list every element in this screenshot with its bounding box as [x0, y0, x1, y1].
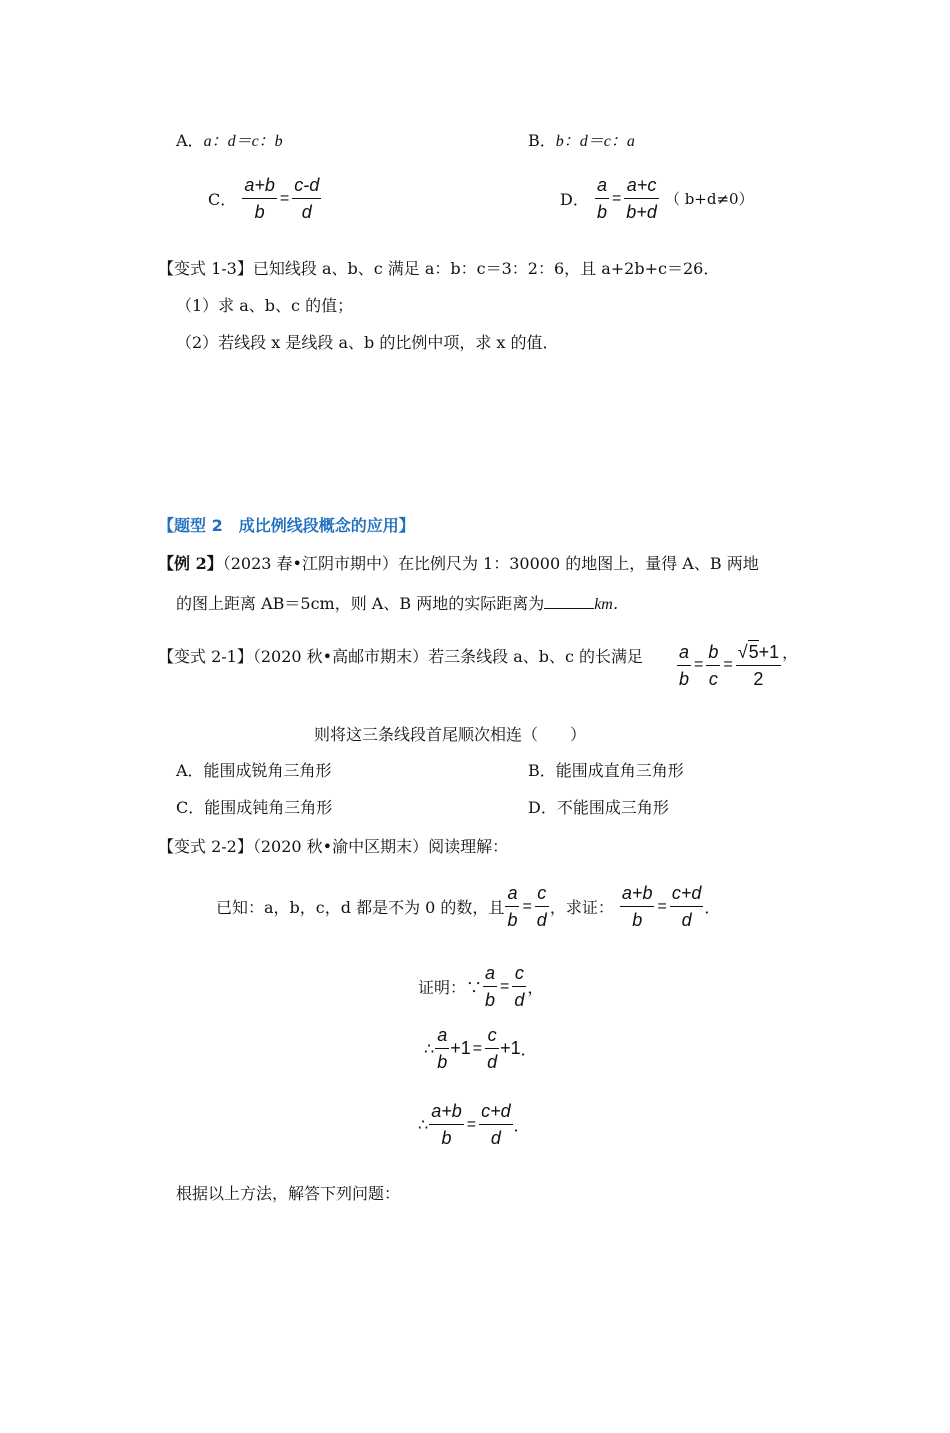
fraction-apb-over-b: $\frac{a+b}{b}$ — [621, 883, 653, 930]
variant-2-1-stem: 【变式 2-1】（2020 秋•高邮市期末）若三条线段 a、b、c 的长满足 — [158, 647, 644, 666]
option-c-fraction-right: $\frac{c-d}{d}$ — [294, 175, 320, 222]
option-d-condition: （ b+d≠0） — [664, 190, 754, 208]
fraction-c-over-d: $\frac{c}{d}$ — [487, 1025, 498, 1072]
equals-sign: = — [472, 1039, 483, 1057]
therefore-icon: ∴ — [418, 1115, 429, 1134]
equals-sign: = — [723, 656, 733, 673]
equals-sign: = — [522, 897, 532, 915]
fraction-cpd-over-d: $\frac{c+d}{d}$ — [671, 883, 702, 930]
therefore-icon: ∴ — [424, 1039, 435, 1058]
variant-tag: 【变式 1-3】 — [158, 259, 253, 278]
fraction-cpd-over-d: $\frac{c+d}{d}$ — [481, 1101, 511, 1148]
option-b: B．b：d＝c：a — [528, 131, 635, 150]
example-2-line-2: 的图上距离 AB＝5cm，则 A、B 两地的实际距离为 km． — [176, 594, 629, 613]
fraction-b-over-c: $\frac{b}{c}$ — [708, 641, 719, 689]
option-a: A．a：d＝c：b — [176, 131, 283, 150]
option-d-fraction-right: $\frac{a+c}{b+d}$ — [626, 175, 657, 222]
variant-2-2-given: 已知：a，b，c，d 都是不为 0 的数，且 $\frac{a}{b}$ = $\frac{c}{d}$ ，求证： $\frac{a+b}{b}$ = $\frac{c+d}{d}$ ． — [216, 883, 721, 930]
option-c-fraction-left: $\frac{a+b}{b}$ — [244, 175, 275, 222]
equals-sign: = — [279, 189, 290, 207]
variant-tag: 【变式 2-2】 — [158, 837, 253, 856]
fraction-c-over-d: $\frac{c}{d}$ — [514, 963, 525, 1010]
variant-1-3-question-1: （1）求 a、b、c 的值； — [176, 296, 354, 315]
variant-1-3-stem: 【变式 1-3】已知线段 a、b、c 满足 a：b：c＝3：2：6，且 a+2b+c＝26． — [158, 259, 720, 278]
example-tag: 【例 2】 — [158, 554, 223, 573]
fraction-golden-ratio: $\frac{√5+1}{2}$ — [737, 642, 780, 689]
option-d: D． $\frac{a}{b}$ = $\frac{a+c}{b+d}$ （ b+d≠0） — [560, 175, 754, 222]
equals-sign: = — [611, 189, 622, 207]
fraction-a-over-b: $\frac{a}{b}$ — [507, 883, 518, 930]
sqrt-icon: √ — [737, 642, 748, 662]
fraction-apb-over-b: $\frac{a+b}{b}$ — [431, 1101, 462, 1148]
closing-instruction: 根据以上方法，解答下列问题： — [176, 1184, 401, 1203]
fraction-a-over-b: $\frac{a}{b}$ — [485, 963, 496, 1010]
equals-sign: = — [657, 897, 667, 915]
equals-sign: = — [500, 977, 510, 995]
option-d-fraction-left: $\frac{a}{b}$ — [596, 175, 607, 222]
variant-2-1-ratio-formula: $\frac{a}{b}$ = $\frac{b}{c}$ = $\frac{√5+1}{2}$ ， — [679, 641, 799, 689]
variant-2-2-stem: 【变式 2-2】（2020 秋•渝中区期末）阅读理解： — [158, 837, 509, 856]
variant-2-1-option-b[interactable]: B．能围成直角三角形 — [528, 761, 684, 780]
proof-line-3: ∴ $\frac{a+b}{b}$ = $\frac{c+d}{d}$ ． — [418, 1101, 530, 1148]
fraction-a-over-b: $\frac{a}{b}$ — [437, 1025, 448, 1072]
variant-tag: 【变式 2-1】 — [158, 647, 253, 666]
example-2-line-1: 【例 2】（2023 春•江阴市期中）在比例尺为 1：30000 的地图上，量得 A、B 两地 — [158, 554, 759, 573]
variant-1-3-question-2: （2）若线段 x 是线段 a、b 的比例中项，求 x 的值． — [176, 333, 559, 352]
proof-line-2: ∴ $\frac{a}{b}$ +1 = $\frac{c}{d}$ +1． — [424, 1025, 537, 1072]
equals-sign: = — [694, 656, 704, 673]
answer-blank[interactable] — [544, 594, 594, 609]
variant-2-1-question: 则将这三条线段首尾顺次相连（ ） — [314, 725, 587, 744]
proof-line-1: 证明：∵ $\frac{a}{b}$ = $\frac{c}{d}$ ， — [418, 963, 544, 1010]
variant-2-1-option-d[interactable]: D．不能围成三角形 — [528, 798, 669, 817]
fraction-a-over-b: $\frac{a}{b}$ — [679, 641, 690, 689]
variant-2-1-option-c[interactable]: C．能围成钝角三角形 — [176, 798, 333, 817]
section-title: 【题型 2 成比例线段概念的应用】 — [158, 516, 415, 535]
fraction-c-over-d: $\frac{c}{d}$ — [536, 883, 547, 930]
variant-2-1-option-a[interactable]: A．能围成锐角三角形 — [176, 761, 332, 780]
equals-sign: = — [466, 1115, 477, 1133]
option-c: C． $\frac{a+b}{b}$ = $\frac{c-d}{d}$ — [208, 175, 320, 222]
